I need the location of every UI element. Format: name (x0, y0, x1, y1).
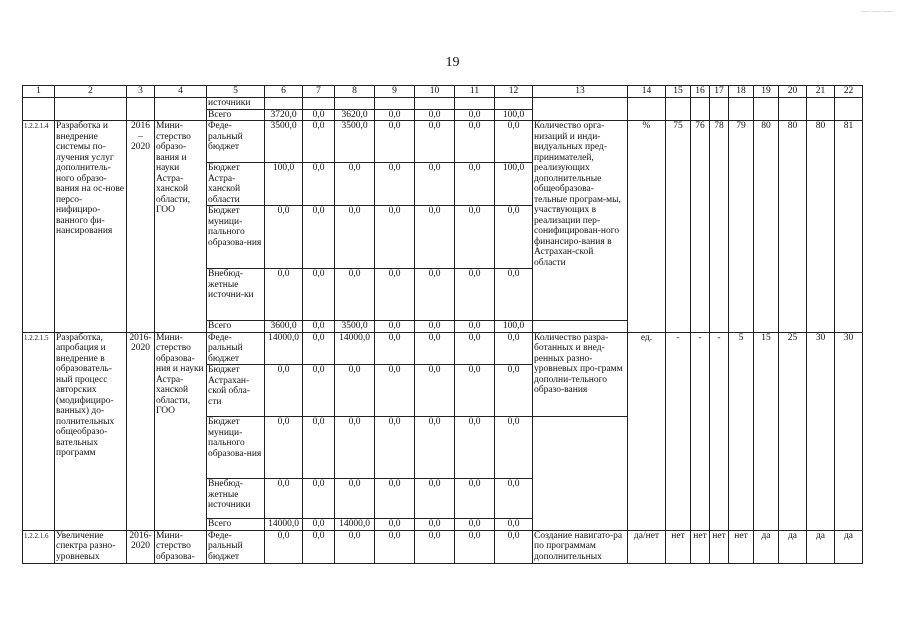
header-cell: 20 (779, 86, 807, 98)
value-cell: 100,0 (495, 109, 533, 121)
value-cell: 0,0 (495, 365, 533, 417)
target-cell: да (807, 530, 835, 563)
value-cell: 0,0 (415, 269, 455, 321)
value-cell: 0,0 (415, 519, 455, 531)
header-cell: 3 (127, 86, 155, 98)
table-row (23, 332, 863, 365)
value-cell: 0,0 (415, 163, 455, 206)
header-cell: 10 (415, 86, 455, 98)
item-period: 2016-2020 (127, 332, 155, 530)
target-cell: 80 (807, 121, 835, 333)
value-cell: 0,0 (455, 417, 495, 479)
target-cell: 78 (710, 121, 729, 333)
value-cell: 0,0 (303, 417, 335, 479)
value-cell: 0,0 (303, 332, 335, 365)
target-cell: 15 (754, 332, 779, 530)
value-cell: 0,0 (375, 530, 415, 563)
value-cell: 0,0 (265, 206, 303, 269)
value-cell: 0,0 (335, 479, 375, 519)
source-cell: источники (207, 98, 265, 110)
target-cell: 30 (807, 332, 835, 530)
item-number: 1.2.2.1.5 (23, 332, 55, 530)
item-name: Разработка и внедрение системы по-лучения услуг дополнитель-ного образо-вания на ос-нове персо-нифициро-ванного фи-нансирования (55, 121, 127, 333)
header-cell: 16 (691, 86, 710, 98)
value-cell: 0,0 (303, 163, 335, 206)
header-cell: 15 (666, 86, 691, 98)
header-cell: 18 (729, 86, 754, 98)
header-cell: 6 (265, 86, 303, 98)
value-cell: 0,0 (455, 121, 495, 163)
table-row (23, 121, 863, 163)
value-cell: 0,0 (303, 109, 335, 121)
value-cell: 0,0 (495, 479, 533, 519)
source-cell: Бюджет Астра-ханской области (207, 163, 265, 206)
value-cell: 0,0 (415, 417, 455, 479)
value-cell: 0,0 (455, 269, 495, 321)
value-cell: 0,0 (335, 163, 375, 206)
header-row (23, 86, 863, 98)
value-cell: 0,0 (303, 321, 335, 333)
header-cell: 17 (710, 86, 729, 98)
source-cell: Феде-ральный бюджет (207, 530, 265, 563)
target-cell: 5 (729, 332, 754, 530)
value-cell: 0,0 (495, 332, 533, 365)
target-cell: - (710, 332, 729, 530)
source-cell: Внебюд-жетные источники (207, 479, 265, 519)
value-cell: 0,0 (265, 417, 303, 479)
target-cell: 25 (779, 332, 807, 530)
header-cell: 19 (754, 86, 779, 98)
value-cell: 0,0 (415, 321, 455, 333)
value-cell: 3500,0 (335, 121, 375, 163)
header-cell: 8 (335, 86, 375, 98)
source-cell: Внебюд-жетные источни-ки (207, 269, 265, 321)
value-cell: 0,0 (415, 479, 455, 519)
source-cell: Всего (207, 109, 265, 121)
value-cell: 0,0 (375, 321, 415, 333)
target-cell: 76 (691, 121, 710, 333)
value-cell: 0,0 (375, 163, 415, 206)
value-cell: 0,0 (303, 269, 335, 321)
value-cell: 0,0 (375, 417, 415, 479)
value-cell: 0,0 (265, 479, 303, 519)
item-name: Увеличение спектра разно-уровневых (55, 530, 127, 563)
value-cell: 0,0 (495, 121, 533, 163)
unit-cell: да/нет (628, 530, 666, 563)
target-cell: 30 (835, 332, 863, 530)
value-cell: 3720,0 (265, 109, 303, 121)
value-cell: 0,0 (455, 365, 495, 417)
value-cell: 0,0 (375, 206, 415, 269)
value-cell: 3500,0 (335, 321, 375, 333)
value-cell: 0,0 (375, 109, 415, 121)
unit-cell: % (628, 121, 666, 333)
value-cell: 0,0 (495, 206, 533, 269)
source-cell: Всего (207, 519, 265, 531)
value-cell: 100,0 (495, 163, 533, 206)
value-cell: 0,0 (455, 109, 495, 121)
value-cell: 0,0 (455, 479, 495, 519)
value-cell: 3500,0 (265, 121, 303, 163)
value-cell: 0,0 (495, 269, 533, 321)
item-name: Разработка, апробация и внедрение в образователь-ный процесс авторских (модифициро-ванных) до-полнительных общеобразо-вательных программ (55, 332, 127, 530)
value-cell: 0,0 (495, 417, 533, 479)
target-cell: нет (729, 530, 754, 563)
target-cell: 75 (666, 121, 691, 333)
value-cell: 0,0 (303, 519, 335, 531)
table-row (23, 530, 863, 563)
target-cell: - (691, 332, 710, 530)
value-cell: 3620,0 (335, 109, 375, 121)
target-cell: 80 (779, 121, 807, 333)
item-period: 2016 – 2020 (127, 121, 155, 333)
target-cell: 81 (835, 121, 863, 333)
value-cell: 0,0 (455, 206, 495, 269)
value-cell: 0,0 (455, 519, 495, 531)
header-cell: 11 (455, 86, 495, 98)
header-cell: 13 (533, 86, 628, 98)
value-cell: 0,0 (335, 530, 375, 563)
source-cell: Всего (207, 321, 265, 333)
source-cell: Феде-ральный бюджет (207, 332, 265, 365)
value-cell: 0,0 (455, 321, 495, 333)
value-cell: 0,0 (455, 530, 495, 563)
value-cell: 14000,0 (265, 519, 303, 531)
value-cell: 0,0 (303, 365, 335, 417)
unit-cell: ед. (628, 332, 666, 530)
value-cell: 0,0 (415, 109, 455, 121)
value-cell: 0,0 (265, 530, 303, 563)
value-cell: 0,0 (415, 206, 455, 269)
page-number: 19 (445, 55, 460, 70)
indicator-cell: Количество разра-ботанных и внед-ренных разно-уровневых про-грамм дополни-тельного образо-вания (533, 332, 628, 417)
header-cell: 9 (375, 86, 415, 98)
item-number: 1.2.2.1.6 (23, 530, 55, 563)
value-cell: 0,0 (415, 332, 455, 365)
target-cell: нет (691, 530, 710, 563)
value-cell: 14000,0 (335, 332, 375, 365)
value-cell: 0,0 (495, 519, 533, 531)
value-cell: 0,0 (335, 206, 375, 269)
value-cell: 0,0 (415, 121, 455, 163)
target-cell: 79 (729, 121, 754, 333)
value-cell: 0,0 (375, 332, 415, 365)
item-period: 2016-2020 (127, 530, 155, 563)
value-cell: 3600,0 (265, 321, 303, 333)
value-cell: 100,0 (495, 321, 533, 333)
header-cell: 2 (55, 86, 127, 98)
value-cell: 0,0 (265, 269, 303, 321)
target-cell: нет (666, 530, 691, 563)
item-number: 1.2.2.1.4 (23, 121, 55, 333)
indicator-cell: Создание навигато-ра по программам дополнительных (533, 530, 628, 563)
header-cell: 21 (807, 86, 835, 98)
target-cell: да (779, 530, 807, 563)
value-cell: 0,0 (375, 365, 415, 417)
value-cell: 0,0 (495, 530, 533, 563)
table-row (23, 98, 863, 110)
value-cell: 0,0 (375, 479, 415, 519)
header-cell: 22 (835, 86, 863, 98)
header-cell: 12 (495, 86, 533, 98)
item-executor: Мини-стерство образова- (155, 530, 207, 563)
value-cell: 0,0 (335, 269, 375, 321)
source-cell: Бюджет муници-пального образова-ния (207, 417, 265, 479)
target-cell: нет (710, 530, 729, 563)
value-cell: 100,0 (265, 163, 303, 206)
source-cell: Бюджет муници-пального образова-ния (207, 206, 265, 269)
item-executor: Мини-стерство образо-вания и науки Астра-ханской области, ГОО (155, 121, 207, 333)
value-cell: 0,0 (265, 365, 303, 417)
header-cell: 7 (303, 86, 335, 98)
value-cell: 0,0 (375, 519, 415, 531)
value-cell: 0,0 (303, 206, 335, 269)
source-cell: Феде-ральный бюджет (207, 121, 265, 163)
item-executor: Мини-стерство образова-ния и науки Астра-ханской области, ГОО (155, 332, 207, 530)
source-cell: Бюджет Астрахан-ской обла-сти (207, 365, 265, 417)
value-cell: 0,0 (303, 530, 335, 563)
value-cell: 0,0 (415, 530, 455, 563)
value-cell: 0,0 (455, 163, 495, 206)
value-cell: 14000,0 (335, 519, 375, 531)
value-cell: 0,0 (303, 479, 335, 519)
header-cell: 4 (155, 86, 207, 98)
corner-mark: — — — (861, 6, 893, 16)
value-cell: 0,0 (335, 417, 375, 479)
target-cell: 80 (754, 121, 779, 333)
value-cell: 14000,0 (265, 332, 303, 365)
header-cell: 14 (628, 86, 666, 98)
target-cell: да (754, 530, 779, 563)
header-cell: 1 (23, 86, 55, 98)
value-cell: 0,0 (375, 269, 415, 321)
target-cell: да (835, 530, 863, 563)
value-cell: 0,0 (455, 332, 495, 365)
target-cell: - (666, 332, 691, 530)
program-table (22, 85, 863, 564)
value-cell: 0,0 (375, 121, 415, 163)
value-cell: 0,0 (335, 365, 375, 417)
value-cell: 0,0 (303, 121, 335, 163)
header-cell: 5 (207, 86, 265, 98)
value-cell: 0,0 (415, 365, 455, 417)
indicator-cell: Количество орга-низаций и инди-видуальных пред-принимателей, реализующих дополнительные общеобразова-тельные програм-мы, участвующих в реализации пер-сонифицирован-ного финансиро-вания в Астрахан-ской области (533, 121, 628, 321)
